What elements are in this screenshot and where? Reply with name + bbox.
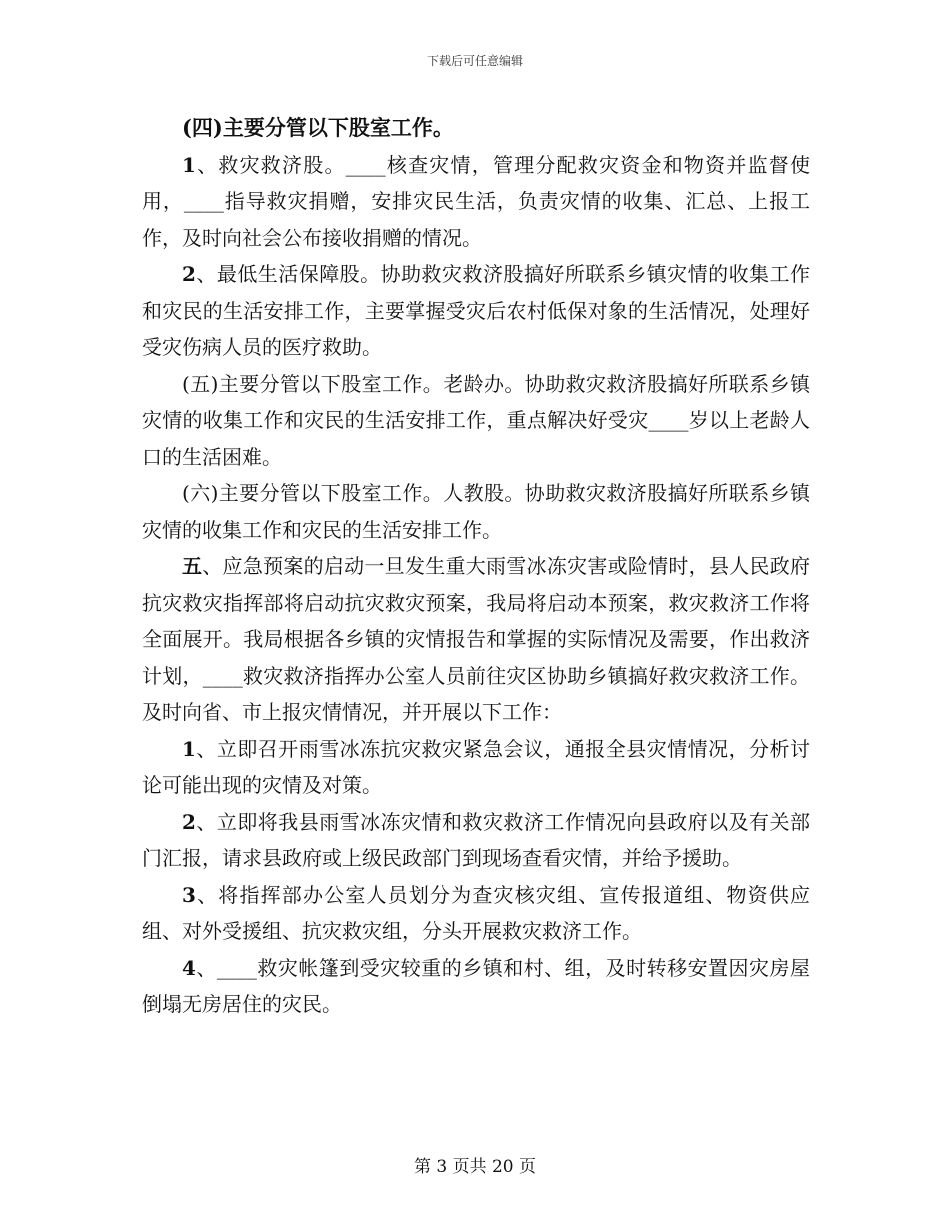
paragraph-item xyxy=(142,731,810,804)
paragraph-number: 3 xyxy=(182,882,196,907)
paragraph-item xyxy=(142,256,810,366)
paragraph-item xyxy=(142,950,810,1023)
paragraph-text: 、____救灾帐篷到受灾较重的乡镇和村、组，及时转移安置因灾房屋倒塌无房居住的灾民。 xyxy=(142,955,810,1016)
paragraph-number: 4 xyxy=(182,955,196,980)
paragraph-text: 、应急预案的启动一旦发生重大雨雪冰冻灾害或险情时，县人民政府抗灾救灾指挥部将启动抗灾救灾预案，我局将启动本预案，救灾救济工作将全面展开。我局根据各乡镇的灾情报告和掌握的实际情况及需要，作出救济计划，____救灾救济指挥办公室人员前往灾区协助乡镇搞好救灾救济工作。及时向省、市上报灾情情况，并开展以下工作： xyxy=(142,554,811,724)
paragraph-item xyxy=(142,548,810,731)
paragraph-number: 2 xyxy=(182,262,196,286)
paragraph-item xyxy=(142,147,810,257)
paragraph-item xyxy=(142,475,810,548)
paragraph-text: (四)主要分管以下股室工作。 xyxy=(182,115,454,140)
paragraph-item xyxy=(142,877,810,950)
paragraph-number: 1 xyxy=(182,736,196,761)
paragraph-text: 、将指挥部办公室人员划分为查灾核灾组、宣传报道组、物资供应组、对外受援组、抗灾救灾组，分头开展救灾救济工作。 xyxy=(142,882,810,943)
page-header: 下载后可任意编辑 xyxy=(426,54,523,68)
paragraph-text: 、最低生活保障股。协助救灾救济股搞好所联系乡镇灾情的收集工作和灾民的生活安排工作，主要掌握受灾后农村低保对象的生活情况，处理好受灾伤病人员的医疗救助。 xyxy=(142,262,810,359)
paragraph-text: (六)主要分管以下股室工作。人教股。协助救灾救济股搞好所联系乡镇灾情的收集工作和灾民的生活安排工作。 xyxy=(142,481,810,542)
paragraph-text: 、立即召开雨雪冰冻抗灾救灾紧急会议，通报全县灾情情况，分析讨论可能出现的灾情及对策。 xyxy=(142,736,810,797)
section-heading-4 xyxy=(142,110,810,147)
paragraph-number: 五 xyxy=(182,554,203,578)
paragraph-text: 、救灾救济股。____核查灾情，管理分配救灾资金和物资并监督使用，____指导救灾捐赠，安排灾民生活，负责灾情的收集、汇总、上报工作，及时向社会公布接收捐赠的情况。 xyxy=(142,152,810,250)
paragraph-number: 1 xyxy=(182,152,196,177)
paragraph-item xyxy=(142,366,810,476)
document-body xyxy=(142,110,810,1023)
paragraph-number: 2 xyxy=(182,809,196,834)
page-number-footer: 第 3 页共 20 页 xyxy=(413,1157,537,1177)
paragraph-text: 、立即将我县雨雪冰冻灾情和救灾救济工作情况向县政府以及有关部门汇报，请求县政府或上级民政部门到现场查看灾情，并给予援助。 xyxy=(142,809,810,870)
paragraph-item xyxy=(142,804,810,877)
paragraph-text: (五)主要分管以下股室工作。老龄办。协助救灾救济股搞好所联系乡镇灾情的收集工作和灾民的生活安排工作，重点解决好受灾____岁以上老龄人口的生活困难。 xyxy=(142,371,810,469)
